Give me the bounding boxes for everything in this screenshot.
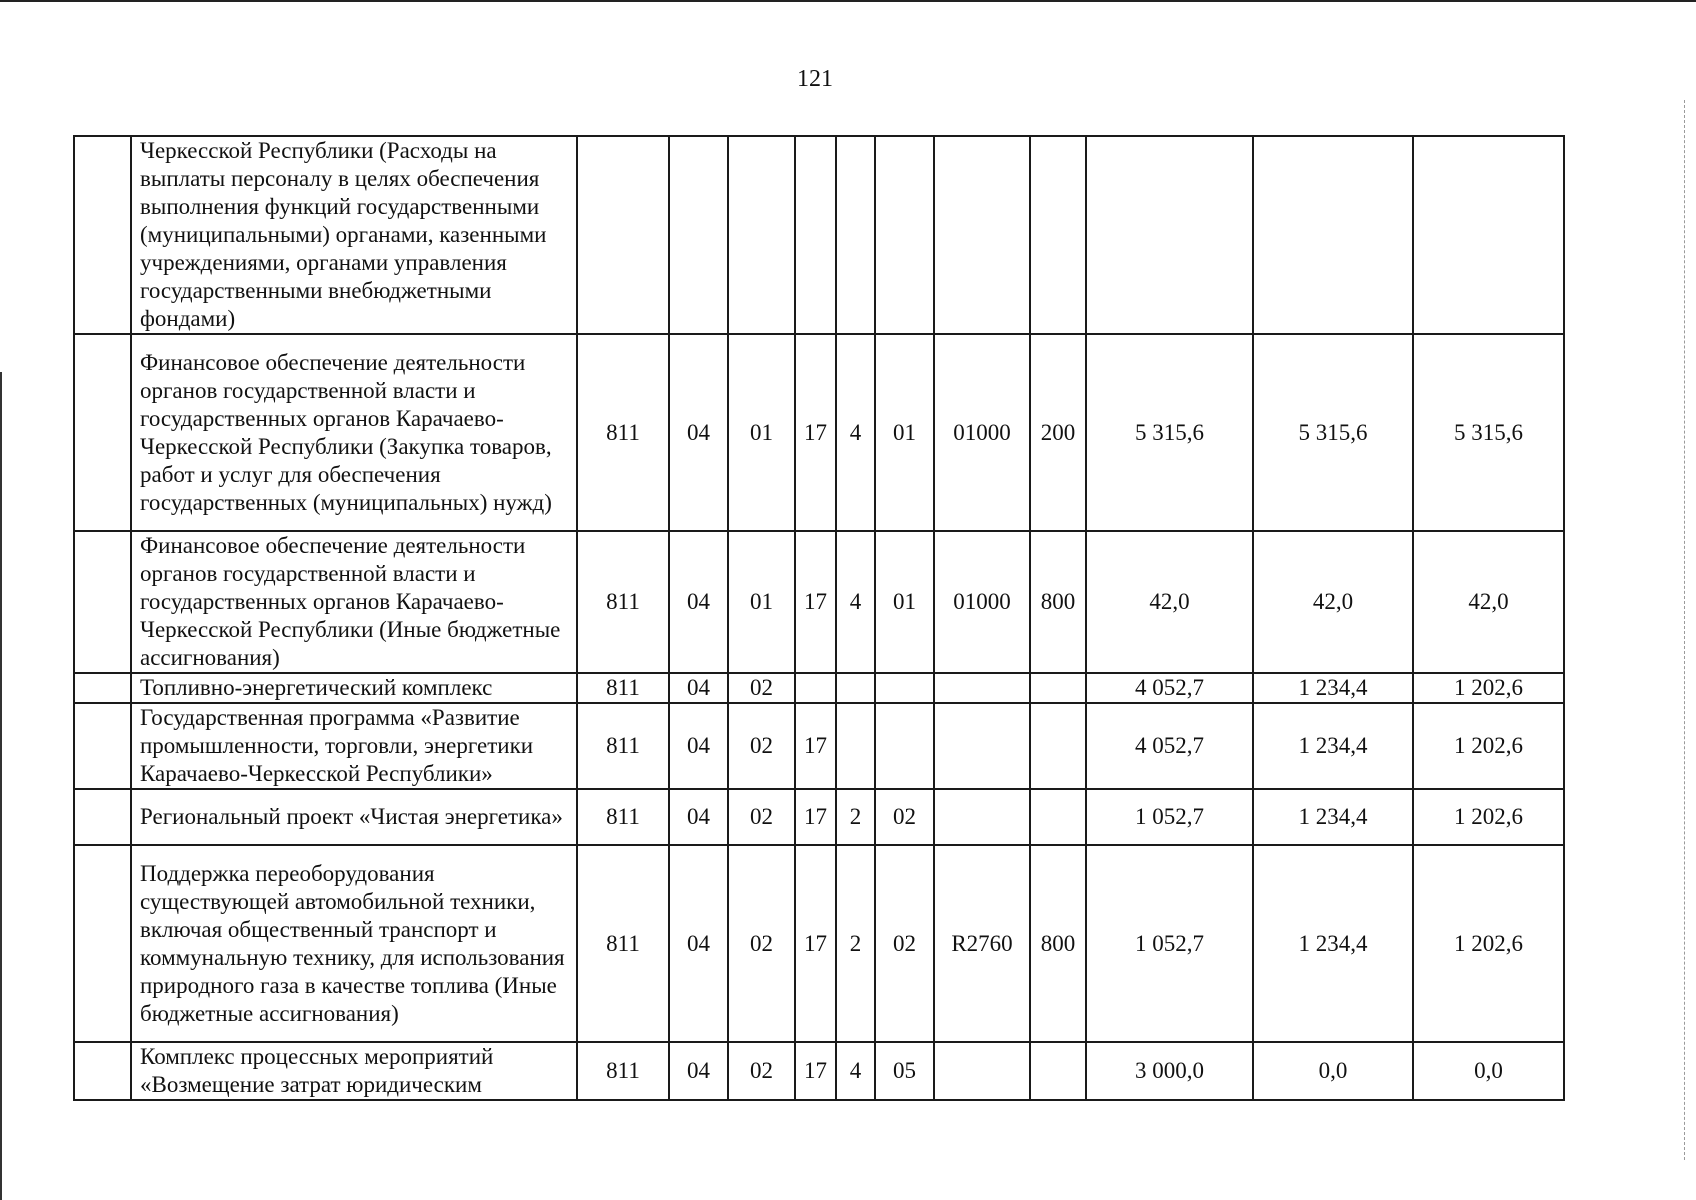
budget-table: [73, 135, 1565, 1101]
code-event: 01: [875, 334, 934, 531]
row-number-cell: [74, 1042, 131, 1100]
amount-year-3: 1 202,6: [1413, 789, 1564, 845]
table-row: [74, 845, 1564, 1042]
code-direction: [934, 1042, 1030, 1100]
code-event: 02: [875, 789, 934, 845]
amount-year-2: 1 234,4: [1253, 789, 1413, 845]
code-subsection: 02: [728, 673, 795, 703]
amount-year-1: 3 000,0: [1086, 1042, 1253, 1100]
code-event: 02: [875, 845, 934, 1042]
code-program: [795, 673, 836, 703]
code-expense-type: [1030, 673, 1086, 703]
code-direction: R2760: [934, 845, 1030, 1042]
scan-border-left: [0, 372, 2, 1200]
code-section: 04: [669, 531, 728, 673]
row-name: Региональный проект «Чистая энергетика»: [131, 789, 577, 845]
code-expense-type: 200: [1030, 334, 1086, 531]
code-type: 2: [836, 789, 875, 845]
code-type: [836, 703, 875, 789]
code-expense-type: [1030, 1042, 1086, 1100]
code-section: 04: [669, 334, 728, 531]
code-event: [875, 136, 934, 334]
code-expense-type: [1030, 789, 1086, 845]
code-type: 2: [836, 845, 875, 1042]
code-direction: [934, 136, 1030, 334]
code-event: 05: [875, 1042, 934, 1100]
scan-border-right: [1684, 100, 1686, 1160]
code-ministry: 811: [577, 531, 669, 673]
code-ministry: 811: [577, 703, 669, 789]
amount-year-2: 0,0: [1253, 1042, 1413, 1100]
code-section: 04: [669, 789, 728, 845]
amount-year-3: 0,0: [1413, 1042, 1564, 1100]
amount-year-2: [1253, 136, 1413, 334]
row-number-cell: [74, 845, 131, 1042]
amount-year-1: [1086, 136, 1253, 334]
code-event: 01: [875, 531, 934, 673]
amount-year-2: 5 315,6: [1253, 334, 1413, 531]
code-direction: 01000: [934, 531, 1030, 673]
amount-year-3: 42,0: [1413, 531, 1564, 673]
amount-year-1: 1 052,7: [1086, 845, 1253, 1042]
code-type: 4: [836, 531, 875, 673]
code-subsection: 02: [728, 845, 795, 1042]
code-direction: [934, 703, 1030, 789]
code-subsection: [728, 136, 795, 334]
code-ministry: 811: [577, 673, 669, 703]
code-subsection: 01: [728, 334, 795, 531]
code-event: [875, 703, 934, 789]
amount-year-2: 42,0: [1253, 531, 1413, 673]
code-ministry: 811: [577, 334, 669, 531]
row-name: Финансовое обеспечение деятельности органов государственной власти и государственных органов Карачаево-Черкесской Республики (Закупка товаров, работ и услуг для обеспечения государственных (муниципальных) нужд): [131, 334, 577, 531]
amount-year-3: [1413, 136, 1564, 334]
row-number-cell: [74, 136, 131, 334]
code-section: [669, 136, 728, 334]
row-number-cell: [74, 703, 131, 789]
code-program: 17: [795, 531, 836, 673]
table-row: [74, 789, 1564, 845]
amount-year-3: 5 315,6: [1413, 334, 1564, 531]
code-section: 04: [669, 673, 728, 703]
row-name: Государственная программа «Развитие промышленности, торговли, энергетики Карачаево-Черкесской Республики»: [131, 703, 577, 789]
amount-year-1: 4 052,7: [1086, 673, 1253, 703]
code-program: 17: [795, 845, 836, 1042]
code-event: [875, 673, 934, 703]
code-ministry: 811: [577, 845, 669, 1042]
code-section: 04: [669, 703, 728, 789]
code-ministry: [577, 136, 669, 334]
code-ministry: 811: [577, 1042, 669, 1100]
amount-year-2: 1 234,4: [1253, 673, 1413, 703]
table-row: [74, 531, 1564, 673]
code-program: [795, 136, 836, 334]
amount-year-1: 4 052,7: [1086, 703, 1253, 789]
row-number-cell: [74, 673, 131, 703]
code-subsection: 01: [728, 531, 795, 673]
code-section: 04: [669, 1042, 728, 1100]
table-row: [74, 1042, 1564, 1100]
row-name: Черкесской Республики (Расходы на выплаты персоналу в целях обеспечения выполнения функций государственными (муниципальными) органами, казенными учреждениями, органами управления государственными внебюджетными фондами): [131, 136, 577, 334]
row-name: Топливно-энергетический комплекс: [131, 673, 577, 703]
code-subsection: 02: [728, 789, 795, 845]
code-program: 17: [795, 703, 836, 789]
code-program: 17: [795, 334, 836, 531]
code-expense-type: [1030, 703, 1086, 789]
code-subsection: 02: [728, 703, 795, 789]
row-name: Комплекс процессных мероприятий «Возмещение затрат юридическим: [131, 1042, 577, 1100]
code-direction: 01000: [934, 334, 1030, 531]
code-section: 04: [669, 845, 728, 1042]
code-type: [836, 673, 875, 703]
code-expense-type: 800: [1030, 845, 1086, 1042]
code-direction: [934, 673, 1030, 703]
code-ministry: 811: [577, 789, 669, 845]
amount-year-3: 1 202,6: [1413, 845, 1564, 1042]
scan-border-top: [0, 0, 1696, 2]
code-expense-type: 800: [1030, 531, 1086, 673]
row-number-cell: [74, 334, 131, 531]
amount-year-1: 5 315,6: [1086, 334, 1253, 531]
code-type: 4: [836, 334, 875, 531]
amount-year-3: 1 202,6: [1413, 703, 1564, 789]
row-number-cell: [74, 789, 131, 845]
amount-year-1: 42,0: [1086, 531, 1253, 673]
code-program: 17: [795, 789, 836, 845]
row-name: Поддержка переоборудования существующей автомобильной техники, включая общественный транспорт и коммунальную технику, для использования природного газа в качестве топлива (Иные бюджетные ассигнования): [131, 845, 577, 1042]
code-type: 4: [836, 1042, 875, 1100]
table-row: [74, 136, 1564, 334]
amount-year-2: 1 234,4: [1253, 845, 1413, 1042]
table-row: [74, 334, 1564, 531]
amount-year-3: 1 202,6: [1413, 673, 1564, 703]
code-type: [836, 136, 875, 334]
table-row: [74, 673, 1564, 703]
table-row: [74, 703, 1564, 789]
code-program: 17: [795, 1042, 836, 1100]
code-direction: [934, 789, 1030, 845]
page-number: 121: [797, 66, 833, 92]
code-subsection: 02: [728, 1042, 795, 1100]
row-name: Финансовое обеспечение деятельности органов государственной власти и государственных органов Карачаево-Черкесской Республики (Иные бюджетные ассигнования): [131, 531, 577, 673]
row-number-cell: [74, 531, 131, 673]
amount-year-2: 1 234,4: [1253, 703, 1413, 789]
amount-year-1: 1 052,7: [1086, 789, 1253, 845]
code-expense-type: [1030, 136, 1086, 334]
